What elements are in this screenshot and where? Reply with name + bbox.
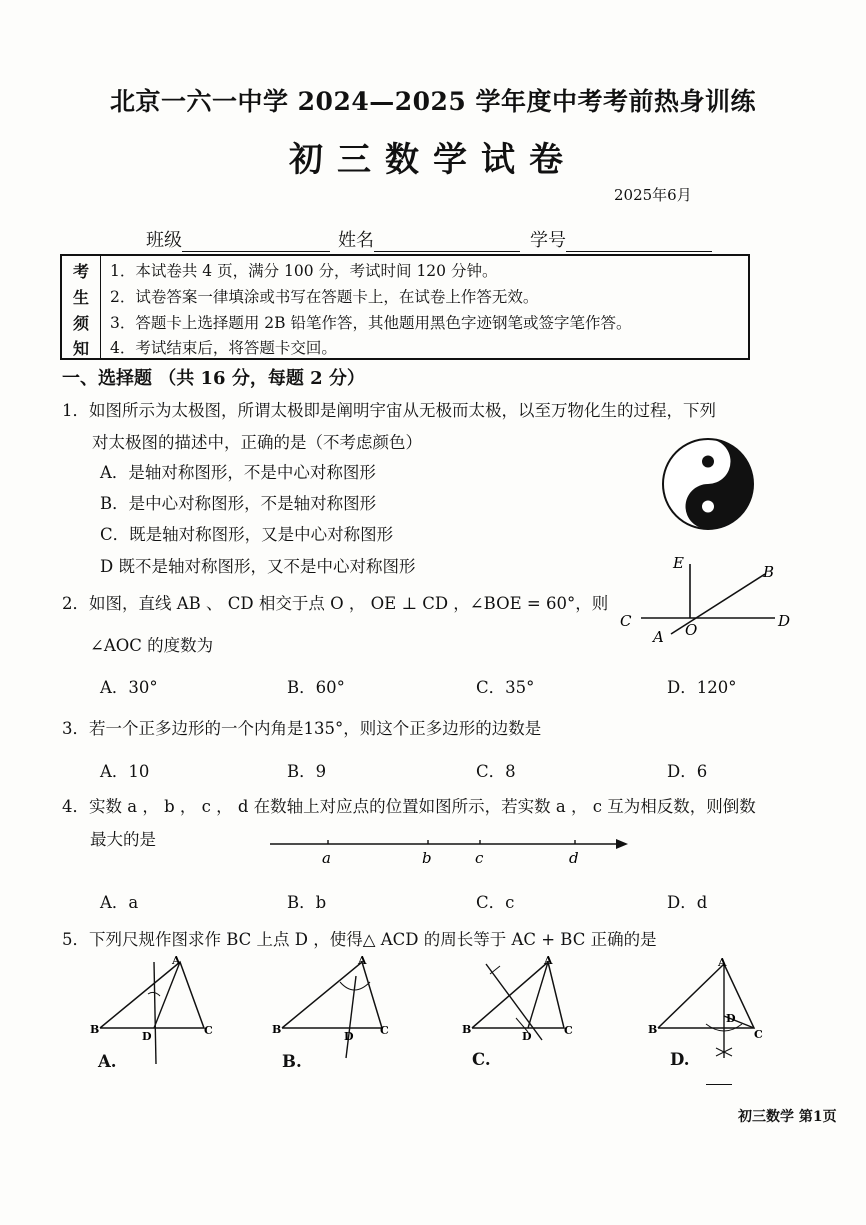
- fig-label-c: C: [204, 1024, 213, 1037]
- taiji-figure: [660, 436, 756, 532]
- arrow-right-icon: [616, 839, 628, 849]
- fig-label-c: C: [754, 1028, 763, 1041]
- fig-label-d: D: [726, 1012, 736, 1025]
- q4-option-d[interactable]: D．d: [667, 893, 708, 912]
- fig-label-e: E: [673, 554, 684, 572]
- q4-stem-line1: 4．实数 a ， b ， c ， d 在数轴上对应点的位置如图所示，若实数 a ， c 互为相反数，则倒数: [62, 797, 756, 816]
- id-field: [530, 226, 712, 252]
- fig-label-d: D: [778, 612, 791, 630]
- class-label: 班级: [146, 230, 182, 251]
- fig-label-d: D: [142, 1030, 152, 1043]
- axis-label-a: a: [322, 849, 331, 867]
- q2-option-d[interactable]: D．120°: [667, 678, 737, 697]
- q4-option-b[interactable]: B．b: [287, 893, 327, 912]
- q1-option-c[interactable]: C．既是轴对称图形，又是中心对称图形: [100, 525, 394, 544]
- note-item: 2．试卷答案一律填涂或书写在答题卡上，在试卷上作答无效。: [110, 288, 539, 306]
- fig-label-a: A: [653, 628, 664, 646]
- id-label: 学号: [530, 230, 566, 251]
- q5-option-b[interactable]: B.: [282, 1052, 302, 1071]
- fig-label-a: A: [718, 956, 727, 969]
- q3-option-a[interactable]: A．10: [100, 762, 150, 781]
- q4-number-line: [266, 830, 636, 872]
- name-field: [338, 226, 520, 252]
- fig-label-a: A: [172, 954, 181, 967]
- q5-option-d[interactable]: D.: [670, 1050, 690, 1069]
- name-blank[interactable]: [374, 231, 520, 252]
- q1-option-d[interactable]: D 既不是轴对称图形，又不是中心对称图形: [100, 557, 416, 576]
- q2-stem-line2: ∠AOC 的度数为: [90, 636, 214, 655]
- axis-label-b: b: [422, 849, 432, 867]
- axis-label-c: c: [475, 849, 484, 867]
- note-item: 3．答题卡上选择题用 2B 铅笔作答，其他题用黑色字迹钢笔或签字笔作答。: [110, 314, 632, 332]
- side-char: 生: [72, 288, 89, 307]
- name-label: 姓名: [338, 230, 374, 251]
- fig-label-d: D: [522, 1030, 532, 1043]
- fig-label-b: B: [648, 1023, 658, 1036]
- class-blank[interactable]: [182, 231, 330, 252]
- fig-label-a: A: [544, 954, 553, 967]
- q4-option-c[interactable]: C．c: [476, 893, 515, 912]
- axis-label-d: d: [569, 849, 579, 867]
- q5-figure-d: [646, 952, 776, 1062]
- q3-option-b[interactable]: B．9: [287, 762, 327, 781]
- fig-label-b: B: [272, 1023, 282, 1036]
- q5-figure-b: [270, 952, 400, 1062]
- notes-side-label: [62, 256, 101, 358]
- fig-label-b: B: [763, 563, 775, 581]
- page-footer: 初三数学 第1页: [738, 1109, 837, 1125]
- q3-option-c[interactable]: C．8: [476, 762, 516, 781]
- q3-stem: 3．若一个正多边形的一个内角是135°，则这个正多边形的边数是: [62, 719, 542, 738]
- side-char: 考: [72, 262, 89, 281]
- note-item: 4．考试结束后，将答题卡交回。: [110, 339, 337, 357]
- q5-option-c[interactable]: C.: [472, 1050, 491, 1069]
- id-blank[interactable]: [566, 231, 712, 252]
- fig-label-c: C: [380, 1024, 389, 1037]
- q4-stem-line2: 最大的是: [90, 830, 156, 849]
- exam-subtitle: 初三数学试卷: [289, 140, 577, 180]
- q5-stem: 5．下列尺规作图求作 BC 上点 D ，使得△ ACD 的周长等于 AC + BC 正确的是: [62, 930, 657, 949]
- fig-label-c: C: [620, 612, 632, 630]
- q2-stem-line1: 2．如图，直线 AB 、 CD 相交于点 O ， OE ⊥ CD ，∠BOE = 60°，则: [62, 594, 609, 613]
- note-item: 1．本试卷共 4 页，满分 100 分，考试时间 120 分钟。: [110, 262, 498, 280]
- exam-title: 北京一六一中学 2024—2025 学年度中考考前热身训练: [109, 87, 757, 116]
- q3-option-d[interactable]: D．6: [667, 762, 708, 781]
- q2-option-c[interactable]: C．35°: [476, 678, 535, 697]
- fig-label-a: A: [358, 954, 367, 967]
- q5-option-a[interactable]: A.: [98, 1052, 117, 1071]
- fig-label-d: D: [344, 1030, 354, 1043]
- fig-label-b: B: [462, 1023, 472, 1036]
- q5-figure-c: [460, 952, 590, 1062]
- class-field: [146, 226, 330, 252]
- q1-stem-line1: 1．如图所示为太极图，所谓太极即是阐明宇宙从无极而太极，以至万物化生的过程，下列: [62, 401, 716, 420]
- q1-option-b[interactable]: B．是中心对称图形，不是轴对称图形: [100, 494, 377, 513]
- fig-label-b: B: [90, 1023, 100, 1036]
- q4-option-a[interactable]: A．a: [100, 893, 139, 912]
- section-title: 一、选择题 （共 16 分，每题 2 分）: [62, 368, 365, 389]
- divider: [706, 1084, 732, 1085]
- fig-label-o: O: [685, 621, 698, 639]
- q2-option-b[interactable]: B．60°: [287, 678, 345, 697]
- exam-date: 2025年6月: [614, 186, 692, 204]
- fig-label-c: C: [564, 1024, 573, 1037]
- q1-stem-line2: 对太极图的描述中，正确的是（不考虑颜色）: [92, 433, 422, 452]
- side-char: 须: [72, 314, 89, 333]
- exam-notes-box: [60, 254, 750, 360]
- side-char: 知: [72, 339, 89, 358]
- q2-figure: [615, 552, 800, 652]
- q1-option-a[interactable]: A．是轴对称图形，不是中心对称图形: [100, 463, 376, 482]
- q2-option-a[interactable]: A．30°: [100, 678, 158, 697]
